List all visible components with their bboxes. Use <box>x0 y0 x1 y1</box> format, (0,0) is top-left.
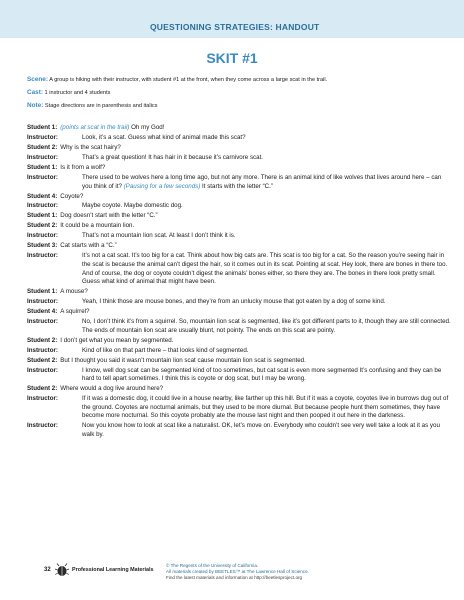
speaker-label: Student 1: <box>27 163 58 171</box>
dialogue-line <box>27 164 452 173</box>
line-text <box>60 308 452 317</box>
dialogue-line <box>27 252 452 286</box>
spoken-text: Why is the scat hairy? <box>60 143 121 151</box>
line-text <box>82 154 452 163</box>
speaker-label: Student 4: <box>27 192 58 200</box>
speaker-label: Student 2: <box>27 336 58 344</box>
dialogue-line <box>27 385 452 394</box>
dialogue-line <box>27 202 452 211</box>
dialogue-line <box>27 308 452 317</box>
spoken-text: Kind of like on that part there – that looks kind of segmented. <box>82 346 249 354</box>
dialogue-line <box>27 288 452 297</box>
line-text <box>60 288 452 297</box>
line-text <box>82 232 452 241</box>
speaker-label: Instructor: <box>27 173 58 181</box>
header-band <box>0 0 464 38</box>
series-name: Professional Learning Materials <box>72 567 154 573</box>
spoken-text: Look, it’s a scat. Guess what kind of animal made this scat? <box>82 133 246 141</box>
dialogue-line <box>27 298 452 307</box>
stage-direction: (points at scat in the trail) <box>60 124 130 131</box>
cast-label: Cast: <box>27 89 43 96</box>
line-text <box>82 298 452 307</box>
spoken-text: Maybe coyote. Maybe domestic dog. <box>82 202 183 210</box>
page-header-title: QUESTIONING STRATEGIES: HANDOUT <box>150 22 320 32</box>
credits <box>166 563 309 580</box>
line-text <box>60 124 452 133</box>
line-text <box>82 134 452 143</box>
skit-title: SKIT #1 <box>206 50 258 66</box>
dialogue-line <box>27 367 452 384</box>
line-text <box>82 174 452 191</box>
line-text <box>82 318 452 335</box>
spoken-text: Yeah, I think those are mouse bones, and they’re from an unlucky mouse that got eaten by a dog of some kind. <box>82 298 386 306</box>
speaker-label: Instructor: <box>27 346 58 354</box>
page-footer <box>0 560 464 600</box>
spoken-text: If it was a domestic dog, it could live in a house nearby, like farther up this hill. But if it was a coyote, coyotes live in burrows dug out of the ground. Coyotes are nocturnal animals, but they used to be more diurnal. But because people hunt them sometimes, they have become more nocturnal. So this coyote probably ate the mouse last night and then pooped it out here in the darkness. <box>82 395 449 420</box>
stage-direction: (Pausing for a few seconds) <box>123 182 201 190</box>
spoken-text: Now you know how to look at scat like a naturalist. OK, let’s move on. Everybody who couldn’t see very well take a look at it as you walk by. <box>82 422 440 438</box>
spoken-text: Cat starts with a “C.” <box>60 242 117 250</box>
line-text <box>60 357 452 366</box>
dialogue-line <box>27 144 452 153</box>
dialogue-line <box>27 347 452 356</box>
speaker-label: Student 4: <box>27 308 58 316</box>
line-text <box>60 337 452 346</box>
speaker-label: Instructor: <box>27 422 58 430</box>
dialogue-line <box>27 134 452 143</box>
line-text <box>82 395 452 421</box>
line-text <box>60 164 452 173</box>
note-text: Stage directions are in parenthesis and italics <box>44 103 158 109</box>
dialogue-line <box>27 174 452 191</box>
line-text <box>60 385 452 394</box>
speaker-label: Instructor: <box>27 366 58 374</box>
spoken-text: It could be a mountain lion. <box>60 222 135 230</box>
page-number: 32 <box>44 567 51 573</box>
line-text <box>60 242 452 251</box>
spoken-text: Where would a dog live around here? <box>60 385 164 393</box>
spoken-text: I don’t get what you mean by segmented. <box>60 336 174 344</box>
line-text <box>60 222 452 231</box>
spoken-text: A mouse? <box>60 288 88 296</box>
dialogue-line <box>27 154 452 163</box>
speaker-label: Student 2: <box>27 143 58 151</box>
dialogue-script <box>27 124 452 441</box>
scene-label: Scene: <box>27 76 48 83</box>
spoken-text: It starts with the letter “C.” <box>200 182 273 190</box>
dialogue-line <box>27 242 452 251</box>
line-text <box>82 347 452 356</box>
dialogue-line <box>27 395 452 421</box>
line-text <box>60 212 452 221</box>
speaker-label: Student 2: <box>27 222 58 230</box>
spoken-text: That’s a great question! It has hair in it because it’s carnivore scat. <box>82 153 264 161</box>
speaker-label: Instructor: <box>27 202 58 210</box>
spoken-text: But I thought you said it wasn’t mountain lion scat cause mountain lion scat is segmented. <box>60 356 306 364</box>
beetles-logo-icon <box>54 563 70 577</box>
spoken-text: Coyote? <box>60 192 84 200</box>
dialogue-line <box>27 212 452 221</box>
cast-line <box>27 89 452 97</box>
speaker-label: Instructor: <box>27 252 58 260</box>
speaker-label: Student 1: <box>27 124 58 131</box>
spoken-text: Is it from a wolf? <box>60 163 106 171</box>
speaker-label: Student 2: <box>27 356 58 364</box>
line-text <box>82 252 452 286</box>
speaker-label: Instructor: <box>27 133 58 141</box>
dialogue-line <box>27 422 452 439</box>
note-label: Note: <box>27 102 44 109</box>
spoken-text: It’s not a cat scat. It’s too big for a cat. Think about how big cats are. This scat is too big for a cat. So the reason you’re seeing hair in the scat is because the animal can’t digest the hair, so it comes out in its scat. Pointing at scat. Hey look, there are bones in there too. And of course, the dog or coyote couldn’t digest the animals’ bones either, so there they are. The bones in there look pretty small. Guess what kind of animal that might have been. <box>82 252 448 286</box>
speaker-label: Student 1: <box>27 288 58 296</box>
dialogue-line <box>27 124 452 133</box>
dialogue-line <box>27 232 452 241</box>
spoken-text: That’s not a mountain lion scat. At least I don’t think it is. <box>82 232 236 240</box>
spoken-text: Dog doesn’t start with the letter “C.” <box>60 212 158 220</box>
line-text <box>60 193 452 202</box>
spoken-text: A squirrel? <box>60 308 90 316</box>
spoken-text: There used to be wolves here a long time ago, but not any more. There is an animal kind of like wolves that lives around here – can you think of it? <box>82 173 442 190</box>
speaker-label: Student 2: <box>27 385 58 393</box>
speaker-label: Instructor: <box>27 232 58 240</box>
speaker-label: Instructor: <box>27 298 58 306</box>
spoken-text: Oh my God! <box>129 124 165 131</box>
dialogue-line <box>27 357 452 366</box>
note-line <box>27 102 452 110</box>
dialogue-line <box>27 222 452 231</box>
speaker-label: Student 3: <box>27 242 58 250</box>
spoken-text: No, I don’t think it’s from a squirrel. So, mountain lion scat is segmented, like it’s got different parts to it, though they are still connected. The ends of mountain lion scat are usually blunt, not pointy. The ends on this scat are pointy. <box>82 318 451 334</box>
speaker-label: Instructor: <box>27 318 58 326</box>
cast-text: 1 instructor and 4 students <box>44 90 111 96</box>
scene-line <box>27 76 452 84</box>
credit-line-3: Find the latest materials and information at http://beetlesproject.org <box>166 574 303 580</box>
scene-text: A group is hiking with their instructor, with student #1 at the front, when they come across a large scat in the trail. <box>49 77 328 83</box>
speaker-label: Student 1: <box>27 212 58 220</box>
speaker-label: Instructor: <box>27 153 58 161</box>
line-text <box>82 367 452 384</box>
dialogue-line <box>27 193 452 202</box>
line-text <box>60 144 452 153</box>
spoken-text: I know, well dog scat can be segmented kind of too sometimes, but cat scat is even more segmented It’s confusing and they can be hard to tell apart sometimes. I think this is coyote or dog scat, but I may be wrong. <box>82 366 442 383</box>
credit-line-2: All materials created by BEETLES™ at The Lawrence Hall of Science. <box>166 568 309 574</box>
line-text <box>82 202 452 211</box>
dialogue-line <box>27 318 452 335</box>
credit-line-1: © The Regents of the University of California. <box>166 563 259 568</box>
speaker-label: Instructor: <box>27 395 58 403</box>
dialogue-line <box>27 337 452 346</box>
line-text <box>82 422 452 439</box>
